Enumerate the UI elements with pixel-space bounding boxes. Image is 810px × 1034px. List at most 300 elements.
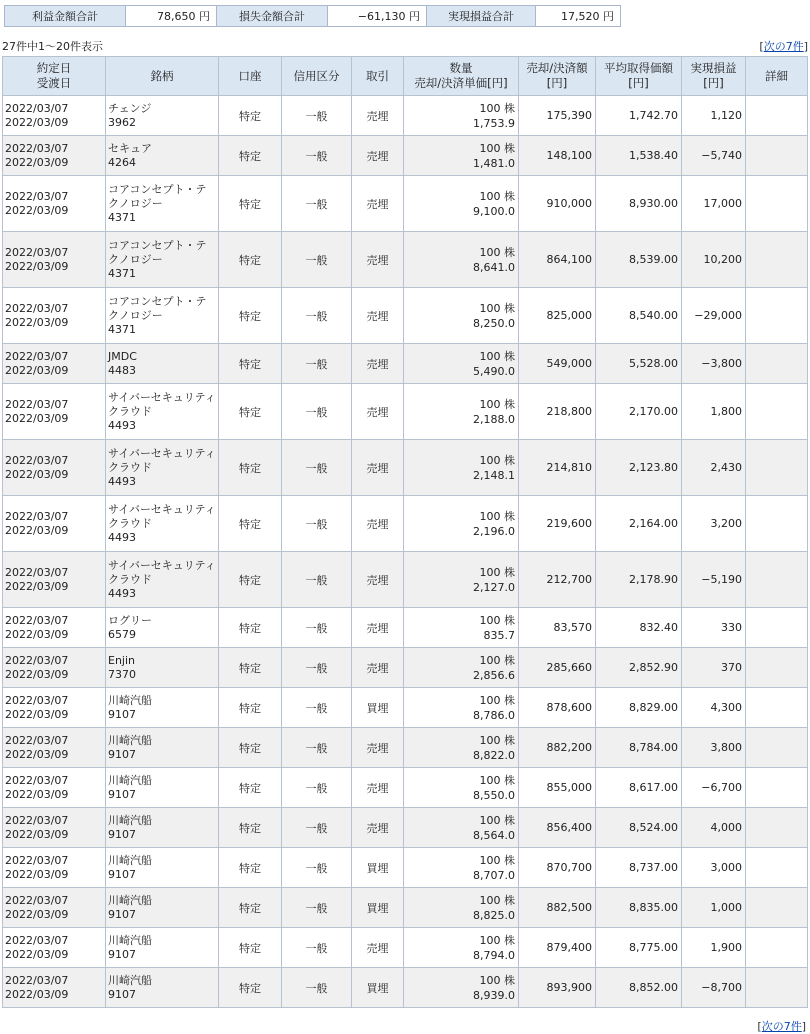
trade-date: 2022/03/07 — [5, 693, 69, 707]
security-name: 川崎汽船 — [108, 893, 152, 907]
unit-price: 8,707.0 — [473, 868, 515, 882]
security-code: 4264 — [108, 155, 136, 169]
amount-cell: 882,500 — [519, 888, 596, 928]
account-cell: 特定 — [219, 96, 282, 136]
realized-pl-cell: 10,200 — [682, 232, 746, 288]
realized-pl-cell: 1,800 — [682, 384, 746, 440]
unit-price: 8,825.0 — [473, 908, 515, 922]
credit-cell: 一般 — [282, 232, 352, 288]
quantity: 100 株 — [479, 245, 515, 259]
avg-cost-cell: 8,829.00 — [596, 688, 682, 728]
detail-cell — [746, 728, 808, 768]
account-cell: 特定 — [219, 968, 282, 1008]
detail-cell — [746, 688, 808, 728]
security-cell — [106, 496, 219, 552]
profit-total-value: 78,650 円 — [126, 6, 217, 27]
unit-price: 8,786.0 — [473, 708, 515, 722]
credit-cell: 一般 — [282, 344, 352, 384]
security-code: 9107 — [108, 707, 136, 721]
detail-cell — [746, 96, 808, 136]
trade-cell: 売埋 — [352, 928, 404, 968]
security-cell — [106, 176, 219, 232]
account-cell: 特定 — [219, 288, 282, 344]
detail-cell — [746, 344, 808, 384]
credit-cell: 一般 — [282, 440, 352, 496]
summary-table — [4, 5, 621, 27]
bottom-pagination-nav: [次の7件] — [757, 1020, 806, 1033]
col-qty-header[interactable] — [404, 57, 519, 96]
detail-cell — [746, 888, 808, 928]
avg-cost-cell: 2,852.90 — [596, 648, 682, 688]
quantity: 100 株 — [479, 653, 515, 667]
security-name: 川崎汽船 — [108, 693, 152, 707]
detail-cell — [746, 848, 808, 888]
credit-cell: 一般 — [282, 136, 352, 176]
security-code: 4493 — [108, 474, 136, 488]
security-code: 9107 — [108, 827, 136, 841]
quantity: 100 株 — [479, 733, 515, 747]
qty-cell — [404, 384, 519, 440]
pl-unit: [円] — [703, 76, 724, 90]
realized-pl-cell: −8,700 — [682, 968, 746, 1008]
trade-cell: 売埋 — [352, 232, 404, 288]
table-row — [3, 176, 808, 232]
next-page-link[interactable]: 次の7件 — [763, 40, 804, 53]
settle-date-header: 受渡日 — [36, 76, 72, 90]
trade-cell: 買埋 — [352, 968, 404, 1008]
account-cell: 特定 — [219, 496, 282, 552]
detail-cell — [746, 768, 808, 808]
trade-date: 2022/03/07 — [5, 773, 69, 787]
col-pl-header[interactable] — [682, 57, 746, 96]
table-row — [3, 288, 808, 344]
date-cell — [3, 96, 106, 136]
settle-date: 2022/03/09 — [5, 363, 69, 377]
qty-cell — [404, 688, 519, 728]
settle-date: 2022/03/09 — [5, 259, 69, 273]
trade-date: 2022/03/07 — [5, 813, 69, 827]
amount-cell: 212,700 — [519, 552, 596, 608]
security-name: サイバーセキュリティクラウド — [108, 390, 216, 418]
detail-cell — [746, 288, 808, 344]
credit-cell: 一般 — [282, 688, 352, 728]
credit-cell: 一般 — [282, 768, 352, 808]
security-code: 9107 — [108, 947, 136, 961]
account-cell: 特定 — [219, 888, 282, 928]
realized-pl-cell: 1,000 — [682, 888, 746, 928]
security-cell — [106, 688, 219, 728]
date-cell — [3, 344, 106, 384]
qty-cell — [404, 552, 519, 608]
qty-cell — [404, 96, 519, 136]
settle-date: 2022/03/09 — [5, 667, 69, 681]
settle-date: 2022/03/09 — [5, 203, 69, 217]
avg-cost-cell: 8,524.00 — [596, 808, 682, 848]
qty-cell — [404, 608, 519, 648]
table-row — [3, 608, 808, 648]
trade-date: 2022/03/07 — [5, 509, 69, 523]
security-name: チェンジ — [108, 101, 152, 115]
realized-total-label: 実現損益合計 — [427, 6, 536, 27]
account-cell: 特定 — [219, 808, 282, 848]
realized-pl-cell: 4,000 — [682, 808, 746, 848]
settle-date: 2022/03/09 — [5, 827, 69, 841]
quantity: 100 株 — [479, 453, 515, 467]
security-cell — [106, 888, 219, 928]
realized-pl-cell: 3,000 — [682, 848, 746, 888]
security-name: コアコンセプト・テクノロジー — [108, 182, 207, 210]
date-cell — [3, 136, 106, 176]
quantity: 100 株 — [479, 565, 515, 579]
table-row — [3, 848, 808, 888]
avg-cost-cell: 1,538.40 — [596, 136, 682, 176]
detail-cell — [746, 496, 808, 552]
credit-cell: 一般 — [282, 496, 352, 552]
security-code: 4493 — [108, 586, 136, 600]
unit-price: 8,550.0 — [473, 788, 515, 802]
qty-cell — [404, 728, 519, 768]
qty-cell — [404, 808, 519, 848]
trade-cell: 買埋 — [352, 888, 404, 928]
security-cell — [106, 384, 219, 440]
security-name: コアコンセプト・テクノロジー — [108, 294, 207, 322]
realized-total-value: 17,520 円 — [536, 6, 621, 27]
credit-cell: 一般 — [282, 608, 352, 648]
realized-pl-cell: −5,190 — [682, 552, 746, 608]
credit-cell: 一般 — [282, 728, 352, 768]
detail-cell — [746, 440, 808, 496]
realized-pl-cell: 370 — [682, 648, 746, 688]
detail-cell — [746, 608, 808, 648]
account-cell: 特定 — [219, 344, 282, 384]
quantity: 100 株 — [479, 813, 515, 827]
quantity: 100 株 — [479, 101, 515, 115]
amount-cell: 219,600 — [519, 496, 596, 552]
qty-cell — [404, 968, 519, 1008]
security-name: コアコンセプト・テクノロジー — [108, 238, 207, 266]
trade-cell: 売埋 — [352, 96, 404, 136]
quantity: 100 株 — [479, 853, 515, 867]
avg-cost-cell: 8,784.00 — [596, 728, 682, 768]
account-cell: 特定 — [219, 440, 282, 496]
security-cell — [106, 848, 219, 888]
date-cell — [3, 728, 106, 768]
security-code: 4371 — [108, 322, 136, 336]
unit-price: 2,196.0 — [473, 524, 515, 538]
trade-cell: 売埋 — [352, 288, 404, 344]
qty-header: 数量 — [449, 61, 473, 75]
bottom-next-page-link[interactable]: 次の7件 — [761, 1020, 802, 1033]
col-trade-header[interactable]: 取引 — [352, 57, 404, 96]
unit-price: 8,250.0 — [473, 316, 515, 330]
table-row — [3, 384, 808, 440]
table-row — [3, 888, 808, 928]
credit-cell: 一般 — [282, 176, 352, 232]
avg-cost-cell: 2,123.80 — [596, 440, 682, 496]
settle-date: 2022/03/09 — [5, 787, 69, 801]
security-code: 4371 — [108, 266, 136, 280]
realized-pl-table — [2, 56, 808, 1008]
quantity: 100 株 — [479, 397, 515, 411]
qty-cell — [404, 928, 519, 968]
settle-date: 2022/03/09 — [5, 907, 69, 921]
realized-pl-cell: −29,000 — [682, 288, 746, 344]
detail-cell — [746, 136, 808, 176]
security-cell — [106, 232, 219, 288]
table-row — [3, 688, 808, 728]
trade-cell: 買埋 — [352, 848, 404, 888]
security-name: ログリー — [108, 613, 152, 627]
security-cell — [106, 808, 219, 848]
trade-date: 2022/03/07 — [5, 893, 69, 907]
amount-cell: 878,600 — [519, 688, 596, 728]
realized-pl-cell: −3,800 — [682, 344, 746, 384]
security-cell — [106, 96, 219, 136]
result-count: 27件中1〜20件表示 — [2, 40, 103, 53]
security-cell — [106, 648, 219, 688]
credit-cell: 一般 — [282, 808, 352, 848]
qty-cell — [404, 848, 519, 888]
trade-cell: 売埋 — [352, 176, 404, 232]
table-row — [3, 768, 808, 808]
realized-pl-cell: 1,120 — [682, 96, 746, 136]
account-cell: 特定 — [219, 232, 282, 288]
trade-date: 2022/03/07 — [5, 349, 69, 363]
detail-cell — [746, 968, 808, 1008]
detail-cell — [746, 176, 808, 232]
qty-cell — [404, 768, 519, 808]
quantity: 100 株 — [479, 189, 515, 203]
date-cell — [3, 928, 106, 968]
realized-pl-cell: 330 — [682, 608, 746, 648]
col-amount-header[interactable] — [519, 57, 596, 96]
account-cell: 特定 — [219, 728, 282, 768]
table-row — [3, 928, 808, 968]
amount-cell: 175,390 — [519, 96, 596, 136]
amount-cell: 882,200 — [519, 728, 596, 768]
security-cell — [106, 552, 219, 608]
detail-cell — [746, 552, 808, 608]
date-cell — [3, 288, 106, 344]
amount-cell: 856,400 — [519, 808, 596, 848]
amount-cell: 148,100 — [519, 136, 596, 176]
trade-date: 2022/03/07 — [5, 933, 69, 947]
settle-date: 2022/03/09 — [5, 315, 69, 329]
detail-cell — [746, 384, 808, 440]
detail-cell — [746, 928, 808, 968]
col-detail-header: 詳細 — [746, 57, 808, 96]
amount-cell: 864,100 — [519, 232, 596, 288]
detail-cell — [746, 808, 808, 848]
trade-date: 2022/03/07 — [5, 397, 69, 411]
security-code: 4493 — [108, 418, 136, 432]
settle-date: 2022/03/09 — [5, 627, 69, 641]
account-cell: 特定 — [219, 176, 282, 232]
account-cell: 特定 — [219, 768, 282, 808]
qty-cell — [404, 344, 519, 384]
qty-cell — [404, 232, 519, 288]
security-name: 川崎汽船 — [108, 853, 152, 867]
security-cell — [106, 344, 219, 384]
trade-cell: 買埋 — [352, 688, 404, 728]
col-cost-header[interactable] — [596, 57, 682, 96]
amount-cell: 285,660 — [519, 648, 596, 688]
date-cell — [3, 440, 106, 496]
security-name: サイバーセキュリティクラウド — [108, 558, 216, 586]
avg-cost-cell: 8,930.00 — [596, 176, 682, 232]
unit-price: 1,481.0 — [473, 156, 515, 170]
detail-cell — [746, 232, 808, 288]
security-code: 3962 — [108, 115, 136, 129]
loss-total-label: 損失金額合計 — [217, 6, 328, 27]
trade-cell: 売埋 — [352, 440, 404, 496]
account-cell: 特定 — [219, 928, 282, 968]
amount-cell: 879,400 — [519, 928, 596, 968]
date-cell — [3, 176, 106, 232]
amount-cell: 214,810 — [519, 440, 596, 496]
col-name-header[interactable]: 銘柄 — [106, 57, 219, 96]
security-name: 川崎汽船 — [108, 933, 152, 947]
realized-pl-cell: 4,300 — [682, 688, 746, 728]
security-code: 9107 — [108, 907, 136, 921]
quantity: 100 株 — [479, 349, 515, 363]
qty-cell — [404, 440, 519, 496]
table-row — [3, 96, 808, 136]
security-name: セキュア — [108, 141, 152, 155]
trade-date: 2022/03/07 — [5, 189, 69, 203]
table-row — [3, 968, 808, 1008]
security-code: 9107 — [108, 787, 136, 801]
pagination-bar — [2, 38, 808, 52]
amount-cell: 893,900 — [519, 968, 596, 1008]
security-cell — [106, 608, 219, 648]
cost-unit: [円] — [628, 76, 649, 90]
quantity: 100 株 — [479, 509, 515, 523]
date-cell — [3, 808, 106, 848]
unit-price: 8,939.0 — [473, 988, 515, 1002]
security-name: 川崎汽船 — [108, 733, 152, 747]
unit-price: 8,641.0 — [473, 260, 515, 274]
qty-cell — [404, 176, 519, 232]
security-code: 4371 — [108, 210, 136, 224]
security-name: 川崎汽船 — [108, 773, 152, 787]
unit-price: 8,794.0 — [473, 948, 515, 962]
table-row — [3, 728, 808, 768]
amount-cell: 910,000 — [519, 176, 596, 232]
pagination-nav: [次の7件] — [759, 40, 808, 53]
col-dates-header[interactable] — [3, 57, 106, 96]
table-row — [3, 496, 808, 552]
date-cell — [3, 888, 106, 928]
settle-date: 2022/03/09 — [5, 987, 69, 1001]
trade-cell: 売埋 — [352, 384, 404, 440]
credit-cell: 一般 — [282, 968, 352, 1008]
realized-pl-cell: 1,900 — [682, 928, 746, 968]
trade-date: 2022/03/07 — [5, 973, 69, 987]
settle-date: 2022/03/09 — [5, 947, 69, 961]
unit-price: 2,188.0 — [473, 412, 515, 426]
date-cell — [3, 608, 106, 648]
security-cell — [106, 728, 219, 768]
amount-cell: 825,000 — [519, 288, 596, 344]
trade-cell: 売埋 — [352, 136, 404, 176]
account-cell: 特定 — [219, 848, 282, 888]
unit-price: 1,753.9 — [473, 116, 515, 130]
realized-pl-cell: −6,700 — [682, 768, 746, 808]
col-credit-header[interactable]: 信用区分 — [282, 57, 352, 96]
avg-cost-cell: 5,528.00 — [596, 344, 682, 384]
trade-date: 2022/03/07 — [5, 565, 69, 579]
security-code: 6579 — [108, 627, 136, 641]
quantity: 100 株 — [479, 973, 515, 987]
settle-date: 2022/03/09 — [5, 867, 69, 881]
amount-cell: 549,000 — [519, 344, 596, 384]
date-cell — [3, 848, 106, 888]
avg-cost-cell: 1,742.70 — [596, 96, 682, 136]
trade-cell: 売埋 — [352, 808, 404, 848]
security-cell — [106, 928, 219, 968]
qty-cell — [404, 888, 519, 928]
trade-date: 2022/03/07 — [5, 301, 69, 315]
avg-cost-cell: 8,737.00 — [596, 848, 682, 888]
amount-header: 売却/決済額 — [526, 61, 588, 75]
unit-price: 5,490.0 — [473, 364, 515, 378]
avg-cost-cell: 832.40 — [596, 608, 682, 648]
avg-cost-cell: 2,178.90 — [596, 552, 682, 608]
profit-total-label: 利益金額合計 — [5, 6, 126, 27]
trade-cell: 売埋 — [352, 344, 404, 384]
amount-cell: 218,800 — [519, 384, 596, 440]
settle-date: 2022/03/09 — [5, 467, 69, 481]
amount-cell: 83,570 — [519, 608, 596, 648]
trade-date-header: 約定日 — [36, 61, 72, 75]
account-cell: 特定 — [219, 384, 282, 440]
price-header: 売却/決済単価[円] — [414, 76, 508, 90]
security-cell — [106, 968, 219, 1008]
trade-date: 2022/03/07 — [5, 853, 69, 867]
loss-total-value: −61,130 円 — [328, 6, 427, 27]
security-code: 4493 — [108, 530, 136, 544]
security-code: 9107 — [108, 987, 136, 1001]
settle-date: 2022/03/09 — [5, 707, 69, 721]
unit-price: 2,148.1 — [473, 468, 515, 482]
credit-cell: 一般 — [282, 96, 352, 136]
amount-unit: [円] — [546, 76, 568, 90]
quantity: 100 株 — [479, 301, 515, 315]
security-code: 9107 — [108, 747, 136, 761]
unit-price: 2,127.0 — [473, 580, 515, 594]
trade-date: 2022/03/07 — [5, 453, 69, 467]
security-cell — [106, 768, 219, 808]
security-cell — [106, 136, 219, 176]
pl-header: 実現損益 — [690, 61, 737, 75]
trade-cell: 売埋 — [352, 768, 404, 808]
date-cell — [3, 768, 106, 808]
date-cell — [3, 384, 106, 440]
unit-price: 2,856.6 — [473, 668, 515, 682]
col-account-header[interactable]: 口座 — [219, 57, 282, 96]
settle-date: 2022/03/09 — [5, 579, 69, 593]
unit-price: 9,100.0 — [473, 204, 515, 218]
table-row — [3, 136, 808, 176]
security-cell — [106, 440, 219, 496]
settle-date: 2022/03/09 — [5, 523, 69, 537]
trade-date: 2022/03/07 — [5, 141, 69, 155]
credit-cell: 一般 — [282, 288, 352, 344]
security-name: JMDC — [108, 349, 137, 363]
credit-cell: 一般 — [282, 848, 352, 888]
realized-pl-cell: 17,000 — [682, 176, 746, 232]
